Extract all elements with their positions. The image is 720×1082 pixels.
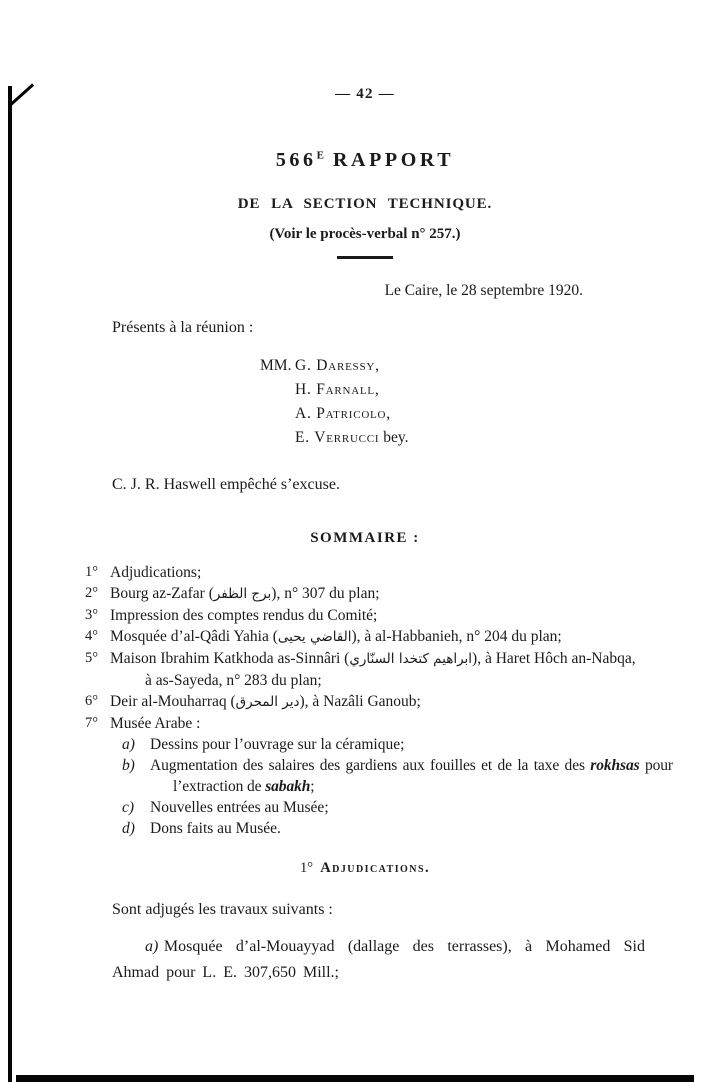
report-title-word: RAPPORT [332,149,455,171]
item-text: ), à al-Habbanieh, n° 204 du plan; [351,628,562,645]
sommaire-item [85,713,645,734]
adjudication-paragraph [85,934,645,986]
sommaire-item [85,648,645,691]
section-1-heading [85,860,645,877]
subitem-text: Dessins pour l’ouvrage sur la céramique; [150,736,405,753]
scan-edge-diagonal [10,83,34,105]
report-title [85,149,645,172]
subitem-letter: c) [122,799,135,816]
attendee-list [260,354,645,450]
item-number: 1° [85,564,99,580]
item-number: 4° [85,628,99,644]
item-number: 5° [85,650,99,666]
proces-verbal-reference: (Voir le procès-verbal n° 257.) [269,226,461,242]
item-text: Mosquée d’al-Qâdi Yahia ( [110,628,278,645]
subitem-text: pour l’extraction de [173,757,673,795]
attendee-row [260,354,645,378]
section-subtitle: DE LA SECTION TECHNIQUE. [237,196,493,212]
arabic-text: دير المحرق [235,694,300,710]
arabic-text: برج الظفر [213,586,272,602]
paragraph-text: Mosquée d’al-Mouayyad (dallage des terrasses), à Mohamed Sid Ahmad pour L. E. 307,650 Mill.; [112,938,645,981]
item-text: Adjudications; [110,564,202,581]
dateline: Le Caire, le 28 septembre 1920. [384,282,583,299]
presents-label: Présents à la réunion : [112,319,254,336]
sommaire-item [85,605,645,626]
subitem-text: Augmentation des salaires des gardiens aux fouilles et de la taxe des [150,757,591,774]
report-title-number: 566 [275,149,317,171]
attendee-row [260,378,645,402]
attendee-suffix: , [386,405,391,422]
section-intro: Sont adjugés les travaux suivants : [112,901,333,918]
attendee-row [260,426,645,450]
sommaire-list [85,562,645,734]
item-text: ), à Haret Hôch an-Nabqa, à as-Sayeda, n° 283 du plan; [145,650,636,689]
item-number: 3° [85,607,99,623]
subitem-letter: d) [122,820,135,837]
text-column [85,0,673,986]
section-title: Adjudications. [320,860,431,876]
subitem-text: ; [310,778,315,795]
arabic-text: ابراهيم كتخدا السنّاري [349,651,473,667]
attendee-name: A. Patricolo [295,405,387,422]
arabic-text: القاضي يحيى [277,629,352,645]
sommaire-title: SOMMAIRE : [310,530,420,546]
sommaire-item [85,626,645,648]
subitem-letter: b) [122,757,135,774]
section-number: 1° [299,860,314,876]
attendee-suffix: , [374,381,379,398]
attendee-name: G. Daressy [295,357,376,374]
item-text: ), à Nazâli Ganoub; [299,693,421,710]
attendee-name: E. Verrucci [295,429,380,446]
item-text: Maison Ibrahim Katkhoda as-Sinnâri ( [110,650,350,667]
item-number: 7° [85,715,99,731]
subitem-text: Nouvelles entrées au Musée; [150,799,329,816]
item-number: 6° [85,693,99,709]
attendee-suffix: , [375,357,379,374]
scan-edge-bottom [16,1075,694,1082]
item-text: Bourg az-Zafar ( [110,585,214,602]
item-text: Deir al-Mouharraq ( [110,693,236,710]
item-text: Impression des comptes rendus du Comité; [110,607,378,624]
sommaire-subitem [85,797,645,818]
separator-rule [337,256,393,259]
excused-member-line: C. J. R. Haswell empêché s’excuse. [112,476,340,493]
sommaire-item [85,562,645,583]
page-number: — 42 — [335,86,395,102]
attendee-row [260,402,645,426]
attendee-name: H. Farnall [295,381,375,398]
report-title-ordinal: E [316,149,324,162]
subitem-letter: a) [122,736,135,753]
item-text: ), n° 307 du plan; [271,585,380,602]
item-number: 2° [85,585,99,601]
sommaire-subitem [85,734,645,755]
emphasized-term: sabakh [265,778,311,795]
attendee-suffix: bey. [379,429,409,446]
emphasized-term: rokhsas [590,757,640,774]
attendee-prefix: MM. [260,357,292,374]
scan-edge-left [8,86,12,1082]
item-text: Musée Arabe : [110,715,201,732]
subitem-text: Dons faits au Musée. [150,820,281,837]
sommaire-item [85,691,645,713]
sommaire-subitem [85,755,673,797]
sommaire-item [85,583,645,605]
sommaire-subitem [85,818,645,839]
paragraph-letter: a) [145,938,159,955]
sommaire-sublist [85,734,673,839]
